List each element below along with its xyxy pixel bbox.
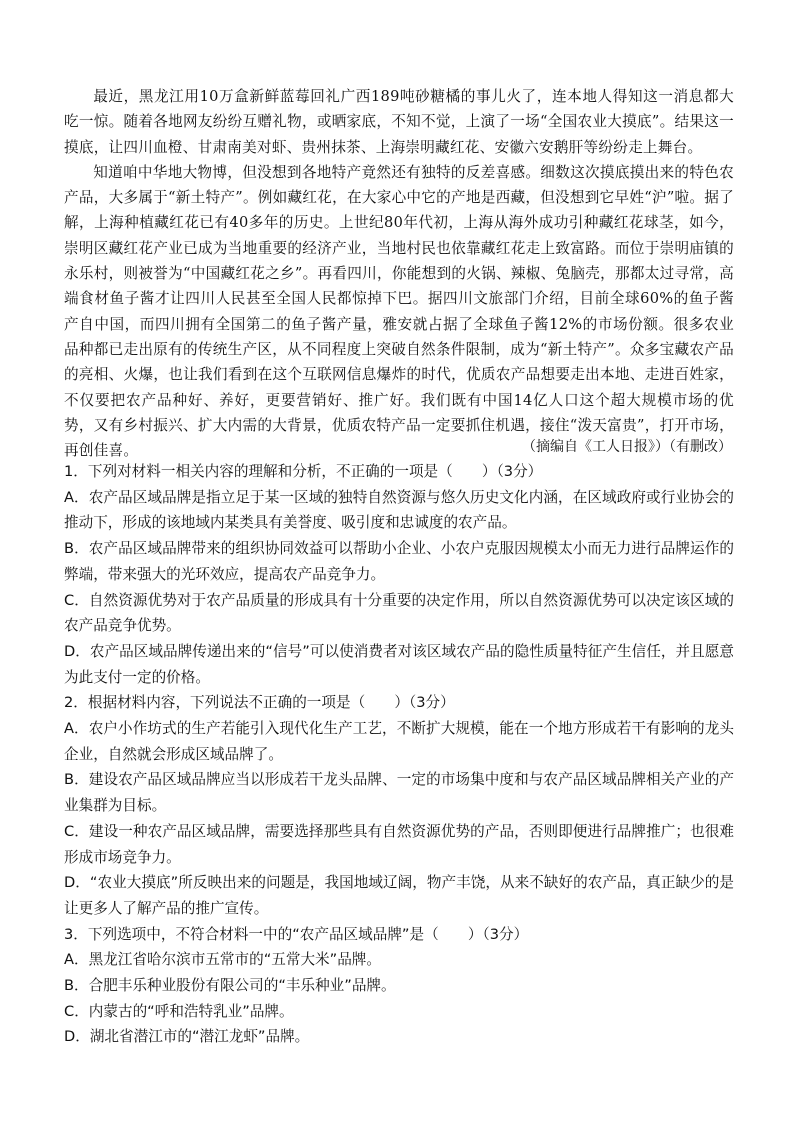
question-list: [64, 459, 734, 1050]
option-c: C．自然资源优势对于农产品质量的形成具有十分重要的决定作用，所以自然资源优势可以决定该区域的农产品竞争优势。: [64, 591, 734, 635]
option-a: A．农产品区域品牌是指立足于某一区域的独特自然资源与悠久历史文化内涵，在区域政府或行业协会的推动下，形成的该地域内某类具有美誉度、吸引度和忠诚度的农产品。: [64, 488, 734, 532]
question: [64, 690, 734, 921]
passage-paragraph: 知道咱中华地大物博，但没想到各地特产竟然还有独特的反差喜感。细数这次摸底摸出来的特色农产品，大多属于“新土特产”。例如藏红花，在大家心中它的产地是西藏，但没想到它早姓“沪”啦。据了解，上海种植藏红花已有40多年的历史。上世纪80年代初，上海从海外成功引种藏红花球茎，如今，崇明区藏红花产业已成为当地重要的经济产业，当地村民也依靠藏红花走上致富路。而位于崇明庙镇的永乐村，则被誉为“中国藏红花之乡”。再看四川，你能想到的火锅、辣椒、兔脑壳，那都太过寻常，高端食材鱼子酱才让四川人民甚至全国人民都惊掉下巴。据四川文旅部门介绍，目前全球60%的鱼子酱产自中国，而四川拥有全国第二的鱼子酱产量，雅安就占据了全球鱼子酱12%的市场份额。很多农业品种都已走出原有的传统生产区，从不同程度上突破自然条件限制，成为“新土特产”。众多宝藏农产品的亮相、火爆，也让我们看到在这个互联网信息爆炸的时代，优质农产品想要走出本地、走进百姓家，不仅要把农产品种好、养好，更要营销好、推广好。我们既有中国14亿人口这个超大规模市场的优势，又有乡村振兴、扩大内需的大背景，优质农特产品一定要抓住机遇，接住“泼天富贵”，打开市场，再创佳喜。: [64, 163, 734, 460]
passage-source: （摘编自《工人日报》）（有删改）: [522, 439, 732, 455]
option-c: C．建设一种农产品区域品牌，需要选择那些具有自然资源优势的产品，否则即便进行品牌推广；也很难形成市场竞争力。: [64, 822, 734, 866]
question-stem: 1．下列对材料一相关内容的理解和分析，不正确的一项是（ ）（3分）: [64, 463, 543, 480]
option-a: A．农户小作坊式的生产若能引入现代化生产工艺，不断扩大规模，能在一个地方形成若干有影响的龙头企业，自然就会形成区域品牌了。: [64, 720, 734, 763]
option-b: B．合肥丰乐种业股份有限公司的“丰乐种业”品牌。: [64, 977, 396, 995]
option-a: A．黑龙江省哈尔滨市五常市的“五常大米”品牌。: [64, 951, 381, 969]
reading-passage: [64, 84, 734, 463]
option-d: D．“农业大摸底”所反映出来的问题是，我国地域辽阔，物产丰饶，从来不缺好的农产品，真正缺少的是让更多人了解产品的推广宣传。: [64, 874, 734, 917]
option-d: D．湖北省潜江市的“潜江龙虾”品牌。: [64, 1028, 310, 1046]
option-d: D．农产品区域品牌传递出来的“信号”可以使消费者对该区域农产品的隐性质量特征产生信任，并且愿意为此支付一定的价格。: [64, 642, 734, 686]
question: [64, 922, 734, 1051]
option-b: B．农产品区域品牌带来的组织协同效益可以帮助小企业、小农户克服因规模太小而无力进行品牌运作的弊端，带来强大的光环效应，提高农产品竞争力。: [64, 540, 734, 583]
passage-paragraph: 最近，黑龙江用10万盒新鲜蓝莓回礼广西189吨砂糖橘的事儿火了，连本地人得知这一消息都大吃一惊。随着各地网友纷纷互赠礼物，或晒家底，不知不觉，上演了一场“全国农业大摸底”。结果这一摸底，让四川血橙、甘肃南美对虾、贵州抹茶、上海崇明藏红花、安徽六安鹅肝等纷纷走上舞台。: [64, 88, 734, 156]
question-stem: 3．下列选项中，不符合材料一中的“农产品区域品牌”是（ ）（3分）: [64, 925, 529, 943]
question-stem: 2．根据材料内容，下列说法不正确的一项是（ ）（3分）: [64, 694, 455, 712]
option-b: B．建设农产品区域品牌应当以形成若干龙头品牌、一定的市场集中度和与农产品区域品牌相关产业的产业集群为目标。: [64, 771, 734, 815]
question: [64, 459, 734, 690]
option-c: C．内蒙古的“呼和浩特乳业”品牌。: [64, 1002, 294, 1020]
